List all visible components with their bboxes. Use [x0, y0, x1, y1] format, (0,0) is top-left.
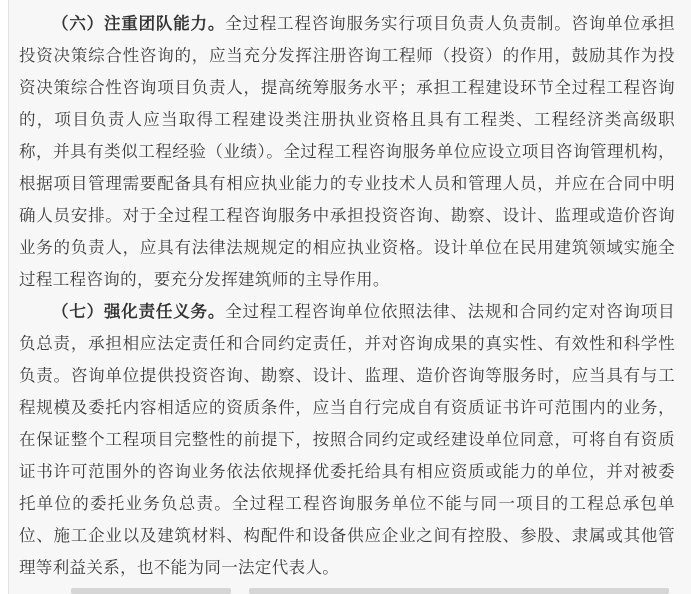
cropped-next-line	[19, 584, 675, 594]
document-page	[8, 0, 691, 594]
section-6-body: 全过程工程咨询服务实行项目负责人负责制。咨询单位承担投资决策综合性咨询的，应当充分发挥注册咨询工程师（投资）的作用，鼓励其作为投资决策综合性咨询项目负责人，提高统筹服务水平；承担工程建设环节全过程工程咨询的，项目负责人应当取得工程建设类注册执业资格且具有工程类、工程经济类高级职称，并具有类似工程经验（业绩）。全过程工程咨询服务单位应设立项目咨询管理机构，根据项目管理需要配备具有相应执业能力的专业技术人员和管理人员，并应在合同中明确人员安排。对于全过程工程咨询服务中承担投资咨询、勘察、设计、监理或造价咨询业务的负责人，应具有法律法规规定的相应执业资格。设计单位在民用建筑领域实施全过程工程咨询的，要充分发挥建筑师的主导作用。	[19, 14, 675, 289]
section-7-heading: （七）强化责任义务。	[52, 302, 226, 321]
cropped-text-fragment	[71, 588, 231, 594]
section-6-heading: （六）注重团队能力。	[52, 14, 226, 33]
section-6-paragraph	[19, 8, 675, 296]
cropped-text-fragment	[249, 588, 669, 594]
section-7-paragraph	[19, 296, 675, 584]
section-7-body: 全过程工程咨询单位依照法律、法规和合同约定对咨询项目负总责，承担相应法定责任和合同约定责任，并对咨询成果的真实性、有效性和科学性负责。咨询单位提供投资咨询、勘察、设计、监理、造价咨询等服务时，应当具有与工程规模及委托内容相适应的资质条件，应当自行完成自有资质证书许可范围内的业务，在保证整个工程项目完整性的前提下，按照合同约定或经建设单位同意，可将自有资质证书许可范围外的咨询业务依法依规择优委托给具有相应资质或能力的单位，并对被委托单位的委托业务负总责。全过程工程咨询服务单位不能与同一项目的工程总承包单位、施工企业以及建筑材料、构配件和设备供应企业之间有控股、参股、隶属或其他管理等利益关系，也不能为同一法定代表人。	[19, 302, 675, 577]
